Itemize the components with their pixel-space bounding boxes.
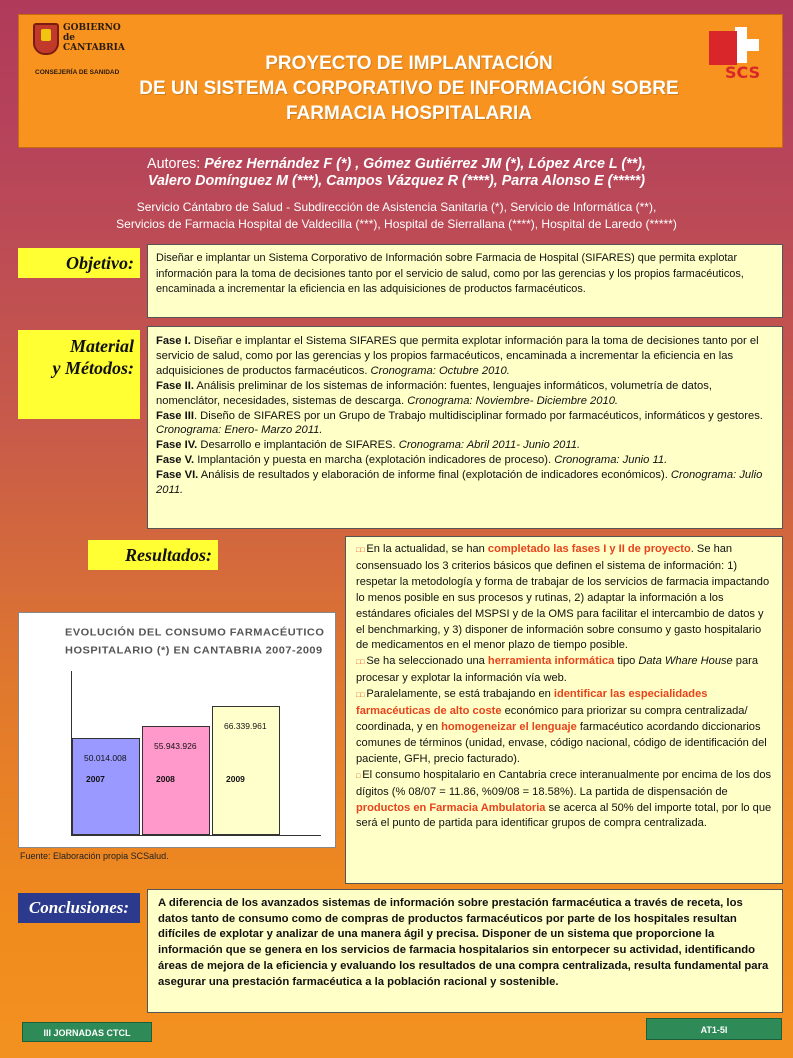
phase-crono: Cronograma: Abril 2011- Junio 2011. [398, 439, 581, 452]
chart-value-label: 55.943.926 [154, 741, 197, 752]
res-text: tipo [614, 655, 639, 668]
chart-source: Fuente: Elaboración propia SCSalud. [20, 851, 169, 861]
org-name [63, 23, 125, 53]
conclusiones-box: A diferencia de los avanzados sistemas de información sobre prestación farmacéutica a través de receta, los datos tanto de consumo como de compras de productos farmacéuticos por parte de los hospitales resultan difíciles de explotar y analizar de una manera ágil y precisa. Disponer de un sistema que proporcione la información que se genera en los servicios de farmacia hospitalarios sin entorpecer su actividad, identificando áreas de mejora de la eficiencia y evaluando los resultados de una compra centralizada, resulta fundamental para asegurar una prestación farmacéutica a la población racional y sostenible. [147, 889, 783, 1013]
affiliations-line1: Servicio Cántabro de Salud - Subdirección de Asistencia Sanitaria (*), Servicio de Informática (**), [136, 200, 657, 214]
phase-text: . Diseño de SIFARES por un Grupo de Trabajo multidisciplinar formado por farmacéuticos, informáticos y gestores. [193, 409, 763, 422]
phase-item [156, 453, 774, 468]
bullet-icon: □□ [356, 692, 367, 700]
res-text: farmacéutico acordando diccionarios comunes de términos (unidad, envase, código nacional, código de identificación del paciente, GFH, precio facturado). [356, 720, 767, 765]
authors-line1: Pérez Hernández F (*) , Gómez Gutiérrez JM (*), López Arce L (**), [204, 156, 646, 172]
phase-crono: Cronograma: Octubre 2010. [370, 364, 510, 377]
phase-item [156, 379, 774, 409]
res-text: se acerca al 50% del importe total, por lo que será el punto de partida para identificar grupos de compra centralizada. [356, 801, 772, 830]
chart-value-label: 66.339.961 [224, 721, 267, 732]
phase-name: Fase III [156, 409, 194, 422]
authors [0, 156, 793, 190]
authors-line2: Valero Domínguez M (***), Campos Vázquez R (****), Parra Alonso E (*****) [147, 173, 646, 189]
org-line2: de [63, 33, 76, 43]
objetivo-label: Objetivo: [18, 248, 140, 278]
phase-text: Análisis preliminar de los sistemas de información: fuentes, lenguajes informáticos, volumetría de datos, nomenclátor, necesidades, sistemas de descarga. [156, 379, 712, 407]
res-text: Se ha seleccionado una [366, 655, 488, 668]
bullet-icon: □□ [356, 547, 367, 554]
res-text: Paralelamente, se está trabajando en [366, 688, 554, 701]
org-line3: CANTABRIA [63, 43, 125, 53]
affiliations [0, 199, 793, 232]
res-text: económico para priorizar su compra centralizada/ coordinada, y en [356, 705, 748, 733]
phase-crono: Cronograma: Enero- Marzo 2011. [156, 424, 323, 437]
res-italic: Data Whare House [638, 655, 733, 668]
chart-category-label: 2007 [86, 774, 105, 784]
phase-item [156, 438, 774, 453]
phase-text: Implantación y puesta en marcha (explotación indicadores de proceso). [194, 454, 555, 467]
phase-name: Fase V. [156, 454, 195, 467]
phase-item [156, 468, 774, 498]
chart-value-label: 50.014.008 [84, 752, 127, 763]
phase-name: Fase IV. [156, 439, 198, 452]
res-highlight: productos en Farmacia Ambulatoria [356, 801, 546, 814]
phase-item [156, 334, 774, 379]
header-banner [18, 14, 783, 148]
material-label-line2: y Métodos: [52, 358, 134, 378]
res-text: En la actualidad, se han [366, 543, 488, 555]
chart-title [65, 624, 325, 660]
authors-prefix: Autores: [147, 156, 205, 172]
affiliations-line2: Servicios de Farmacia Hospital de Valdecilla (***), Hospital de Sierrallana (****), Hospital de Laredo (*****) [116, 216, 677, 231]
title-line3: FARMACIA HOSPITALARIA [286, 103, 532, 124]
phase-text: Diseñar e implantar el Sistema SIFARES que permita explotar información para la toma de decisiones tanto por el servicio de salud, como por las gerencias y los propios farmacéuticos, encaminada a incrementar la eficiencia en las adquisiciones de productos farmacéuticos. [156, 335, 759, 377]
objetivo-box: Diseñar e implantar un Sistema Corporativo de Información sobre Farmacia de Hospital (SIFARES) que permita explotar información para la toma de decisiones tanto por el servicio de salud, como por las gerencias y los propios farmacéuticos, encaminada a incrementar la eficiencia en las adquisiciones de productos farmacéuticos. [147, 244, 783, 318]
phase-crono: Cronograma: Junio 11. [554, 454, 668, 467]
title-line1: PROYECTO DE IMPLANTACIÓN [265, 53, 553, 74]
phase-crono: Cronograma: Noviembre- Diciembre 2010. [407, 394, 619, 407]
chart-plot-area [71, 671, 321, 836]
phase-crono: Cronograma: Julio 2011. [156, 469, 763, 497]
title-line2: DE UN SISTEMA CORPORATIVO DE INFORMACIÓN SOBRE [139, 78, 679, 99]
coat-of-arms-icon [33, 23, 59, 55]
scs-text: SCS [725, 63, 761, 82]
res-highlight: identificar las especialidades farmacéuticas de alto coste [356, 688, 708, 718]
consumption-chart [18, 612, 336, 848]
material-box [147, 326, 783, 529]
res-highlight: herramienta informática [487, 655, 615, 668]
res-highlight: homogeneizar el lenguaje [441, 720, 577, 733]
chart-title-line2: HOSPITALARIO (*) EN CANTABRIA 2007-2009 [65, 644, 323, 657]
chart-category-label: 2009 [226, 774, 245, 784]
chart-category-label: 2008 [156, 774, 175, 784]
bullet-icon: □ [356, 772, 363, 780]
material-label-line1: Material [69, 336, 134, 356]
bullet-icon: □□ [356, 659, 367, 667]
conclusiones-label: Conclusiones: [18, 893, 140, 923]
footer-code: AT1-5I [646, 1018, 782, 1040]
poster-title [59, 51, 759, 126]
phase-text: Desarrollo e implantación de SIFARES. [197, 439, 399, 452]
phase-item [156, 409, 774, 439]
phase-name: Fase I. [156, 335, 191, 347]
material-label [18, 330, 140, 419]
footer-event: III JORNADAS CTCL [22, 1022, 152, 1042]
phase-name: Fase II. [156, 379, 194, 392]
res-highlight: completado las fases I y II de proyecto [487, 543, 691, 555]
resultados-box [345, 536, 783, 884]
resultados-label: Resultados: [88, 540, 218, 570]
chart-title-line1: EVOLUCIÓN DEL CONSUMO FARMACÉUTICO [65, 626, 325, 639]
dept-name: CONSEJERÍA DE SANIDAD [35, 69, 120, 76]
res-text: El consumo hospitalario en Cantabria crece interanualmente por encima de los dos dígitos (% 08/07 = 11.86, %09/08 = 18.58%). La partida de dispensación de [356, 768, 772, 798]
phase-name: Fase VI. [156, 469, 199, 482]
phase-text: Análisis de resultados y elaboración de informe final (explotación de indicadores económicos). [198, 469, 671, 482]
res-text: . Se han consensuado los 3 criterios básicos que definen el sistema de información: 1) respetar la metodología y forma de trabajar de los servicios de farmacia impactando lo menos posible en sus procesos y rutinas, 2) adaptar la información a los estándares oficiales del MSPSI y de la OMS para facilitar el intercambio de datos y el benchmarking, y 3) disponer de información sobre consumo y gasto hospitalario de medicamentos en el menor plazo de tiempo posible. [356, 543, 770, 652]
org-line1: GOBIERNO [63, 23, 121, 33]
res-text: para procesar y explotar la información vía web. [356, 655, 759, 685]
